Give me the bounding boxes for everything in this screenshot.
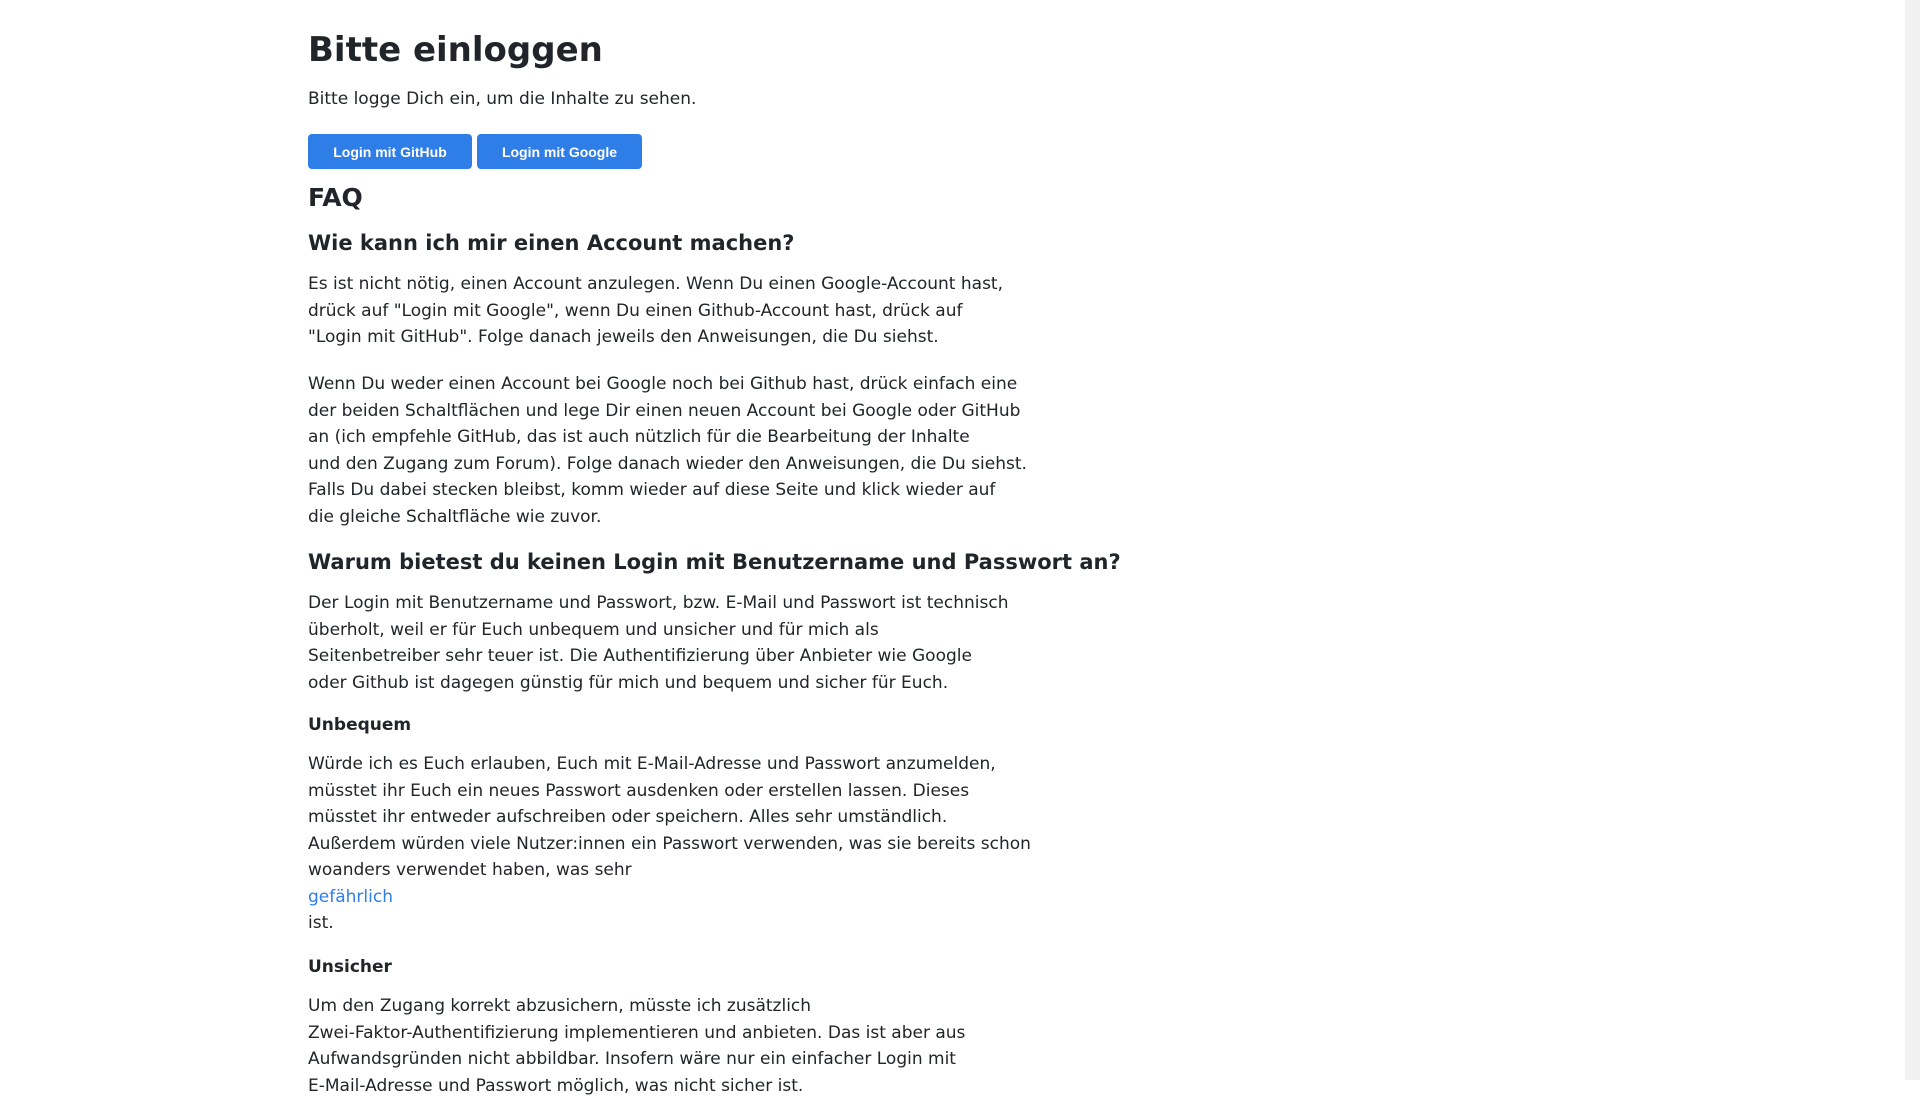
- faq-answer-account-p1: [308, 271, 1003, 351]
- text-line: Außerdem würden viele Nutzer:innen ein Passwort verwenden, was sie bereits schon: [308, 831, 1031, 858]
- faq-heading: FAQ: [308, 183, 363, 212]
- text-line: an (ich empfehle GitHub, das ist auch nützlich für die Bearbeitung der Inhalte: [308, 424, 1027, 451]
- text-line: Es ist nicht nötig, einen Account anzulegen. Wenn Du einen Google-Account hast,: [308, 271, 1003, 298]
- text-line: Um den Zugang korrekt abzusichern, müsste ich zusätzlich: [308, 993, 965, 1020]
- text-line: müsstet ihr Euch ein neues Passwort ausdenken oder erstellen lassen. Dieses: [308, 778, 1031, 805]
- faq-answer-password-intro: [308, 590, 1009, 696]
- faq-answer-account-p2: [308, 371, 1027, 530]
- login-button-row: [308, 134, 642, 169]
- text-line: Seitenbetreiber sehr teuer ist. Die Authentifizierung über Anbieter wie Google: [308, 643, 1009, 670]
- page-title: Bitte einloggen: [308, 30, 603, 70]
- text-line: Der Login mit Benutzername und Passwort, bzw. E-Mail und Passwort ist technisch: [308, 590, 1009, 617]
- text-line: woanders verwendet haben, was sehr: [308, 857, 1031, 884]
- text-line: und den Zugang zum Forum). Folge danach wieder den Anweisungen, die Du siehst.: [308, 451, 1027, 478]
- scrollbar[interactable]: [1905, 0, 1920, 1080]
- faq-question-account: Wie kann ich mir einen Account machen?: [308, 231, 794, 255]
- text-line: Wenn Du weder einen Account bei Google noch bei Github hast, drück einfach eine: [308, 371, 1027, 398]
- text-line: oder Github ist dagegen günstig für mich und bequem und sicher für Euch.: [308, 670, 1009, 697]
- text-line: überholt, weil er für Euch unbequem und unsicher und für mich als: [308, 617, 1009, 644]
- subheading-unbequem: Unbequem: [308, 715, 411, 735]
- text-line: drück auf "Login mit Google", wenn Du einen Github-Account hast, drück auf: [308, 298, 1003, 325]
- text-line: die gleiche Schaltfläche wie zuvor.: [308, 504, 1027, 531]
- unsicher-text: [308, 993, 965, 1099]
- login-subtitle: Bitte logge Dich ein, um die Inhalte zu sehen.: [308, 89, 696, 109]
- text-line: ist.: [308, 910, 1031, 937]
- faq-question-password: Warum bietest du keinen Login mit Benutzername und Passwort an?: [308, 550, 1121, 574]
- text-line: der beiden Schaltflächen und lege Dir einen neuen Account bei Google oder GitHub: [308, 398, 1027, 425]
- text-line: Würde ich es Euch erlauben, Euch mit E-Mail-Adresse und Passwort anzumelden,: [308, 751, 1031, 778]
- text-line: "Login mit GitHub". Folge danach jeweils den Anweisungen, die Du siehst.: [308, 324, 1003, 351]
- text-line: Falls Du dabei stecken bleibst, komm wieder auf diese Seite und klick wieder auf: [308, 477, 1027, 504]
- subheading-unsicher: Unsicher: [308, 957, 392, 977]
- text-line: E-Mail-Adresse und Passwort möglich, was nicht sicher ist.: [308, 1073, 965, 1099]
- login-google-button[interactable]: Login mit Google: [477, 134, 642, 169]
- text-line: müsstet ihr entweder aufschreiben oder speichern. Alles sehr umständlich.: [308, 804, 1031, 831]
- text-line: Aufwandsgründen nicht abbildbar. Insofern wäre nur ein einfacher Login mit: [308, 1046, 965, 1073]
- text-line: Zwei-Faktor-Authentifizierung implementieren und anbieten. Das ist aber aus: [308, 1020, 965, 1047]
- gefaehrlich-link[interactable]: gefährlich: [308, 887, 393, 907]
- login-github-button[interactable]: Login mit GitHub: [308, 134, 472, 169]
- unbequem-text: [308, 751, 1031, 937]
